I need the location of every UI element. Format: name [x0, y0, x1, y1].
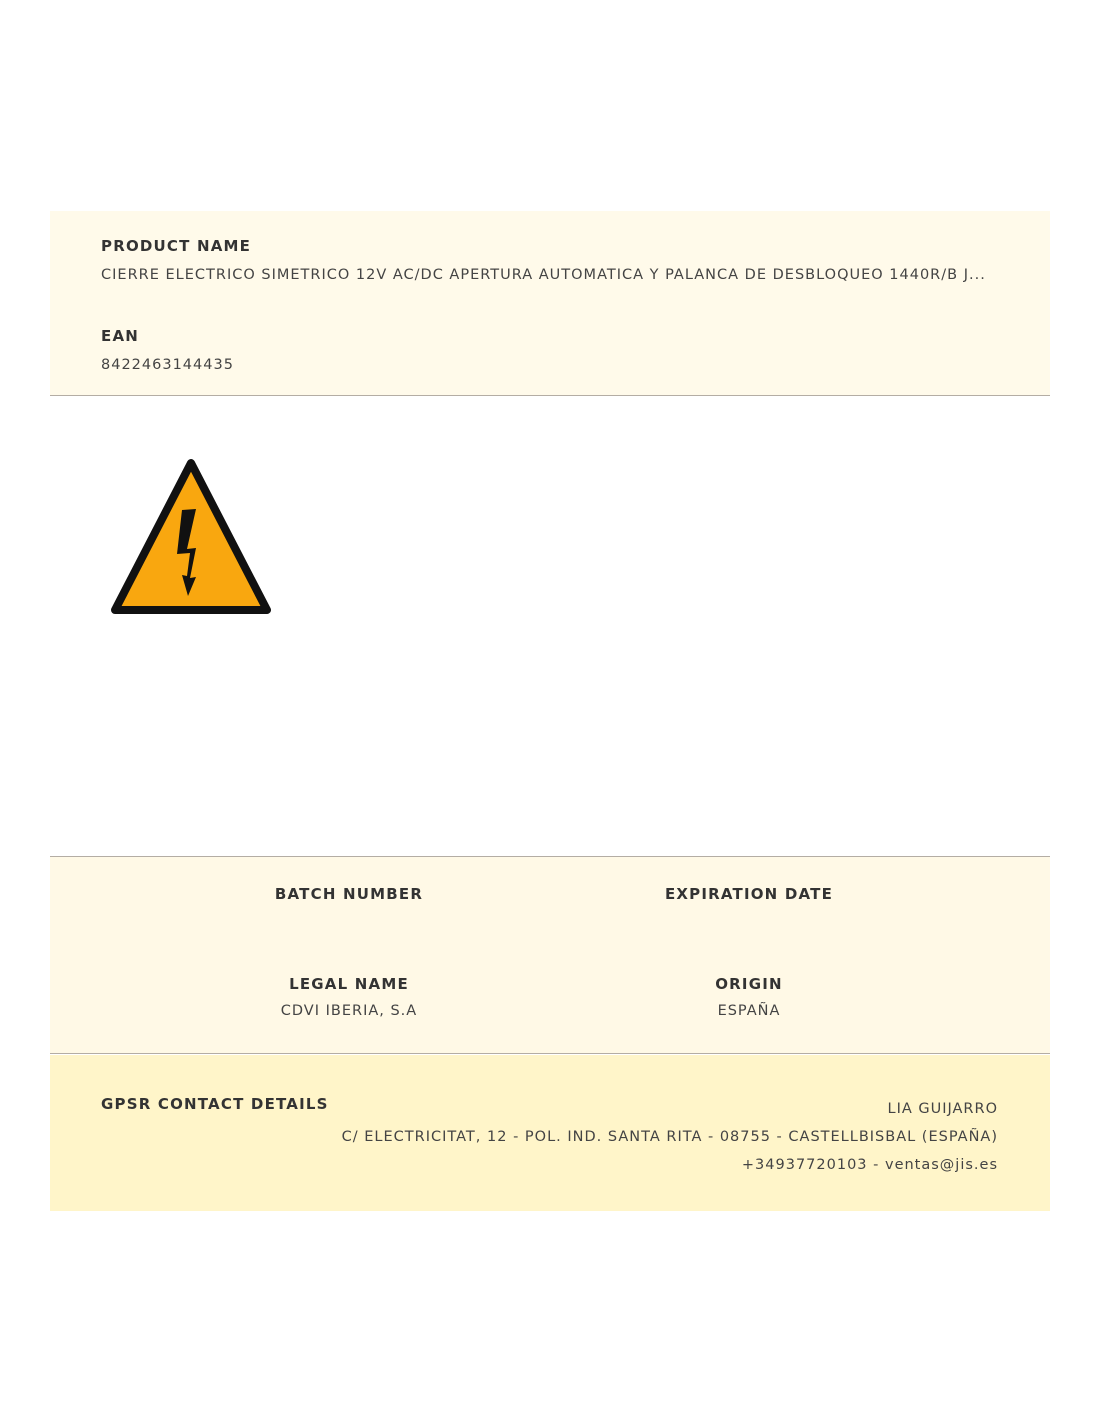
contact-address: C/ ELECTRICITAT, 12 - POL. IND. SANTA RITA - 08755 - CASTELLBISBAL (ESPAÑA) — [341, 1129, 998, 1145]
product-name-value: CIERRE ELECTRICO SIMETRICO 12V AC/DC APERTURA AUTOMATICA Y PALANCA DE DESBLOQUEO 1440R/B J... — [101, 267, 986, 283]
ean-value: 8422463144435 — [101, 357, 234, 373]
gpsr-contact-section — [50, 1055, 1050, 1211]
contact-phone: +34937720103 — [741, 1157, 868, 1173]
contact-name: LIA GUIJARRO — [887, 1101, 998, 1117]
warning-triangle-icon — [110, 455, 272, 617]
origin-field — [549, 975, 949, 1019]
gpsr-label: GPSR CONTACT DETAILS — [101, 1095, 329, 1113]
product-info-section — [50, 211, 1050, 396]
batch-number-label: BATCH NUMBER — [274, 885, 424, 903]
contact-separator: - — [867, 1157, 885, 1173]
legal-name-label: LEGAL NAME — [289, 975, 409, 993]
batch-number-field — [149, 885, 549, 913]
ean-label: EAN — [101, 327, 140, 345]
details-section — [50, 856, 1050, 1054]
expiration-date-label: EXPIRATION DATE — [664, 885, 834, 903]
electrical-hazard-icon — [110, 455, 272, 617]
contact-email[interactable]: ventas@jis.es — [884, 1157, 998, 1173]
legal-name-value: CDVI IBERIA, S.A — [280, 1003, 418, 1019]
product-name-label: PRODUCT NAME — [101, 237, 252, 255]
gpsr-contact-lines — [342, 1095, 998, 1179]
origin-value: ESPAÑA — [717, 1003, 781, 1019]
origin-label: ORIGIN — [715, 975, 783, 993]
legal-name-field — [149, 975, 549, 1019]
contact-phone-email — [342, 1151, 998, 1179]
expiration-date-field — [549, 885, 949, 913]
